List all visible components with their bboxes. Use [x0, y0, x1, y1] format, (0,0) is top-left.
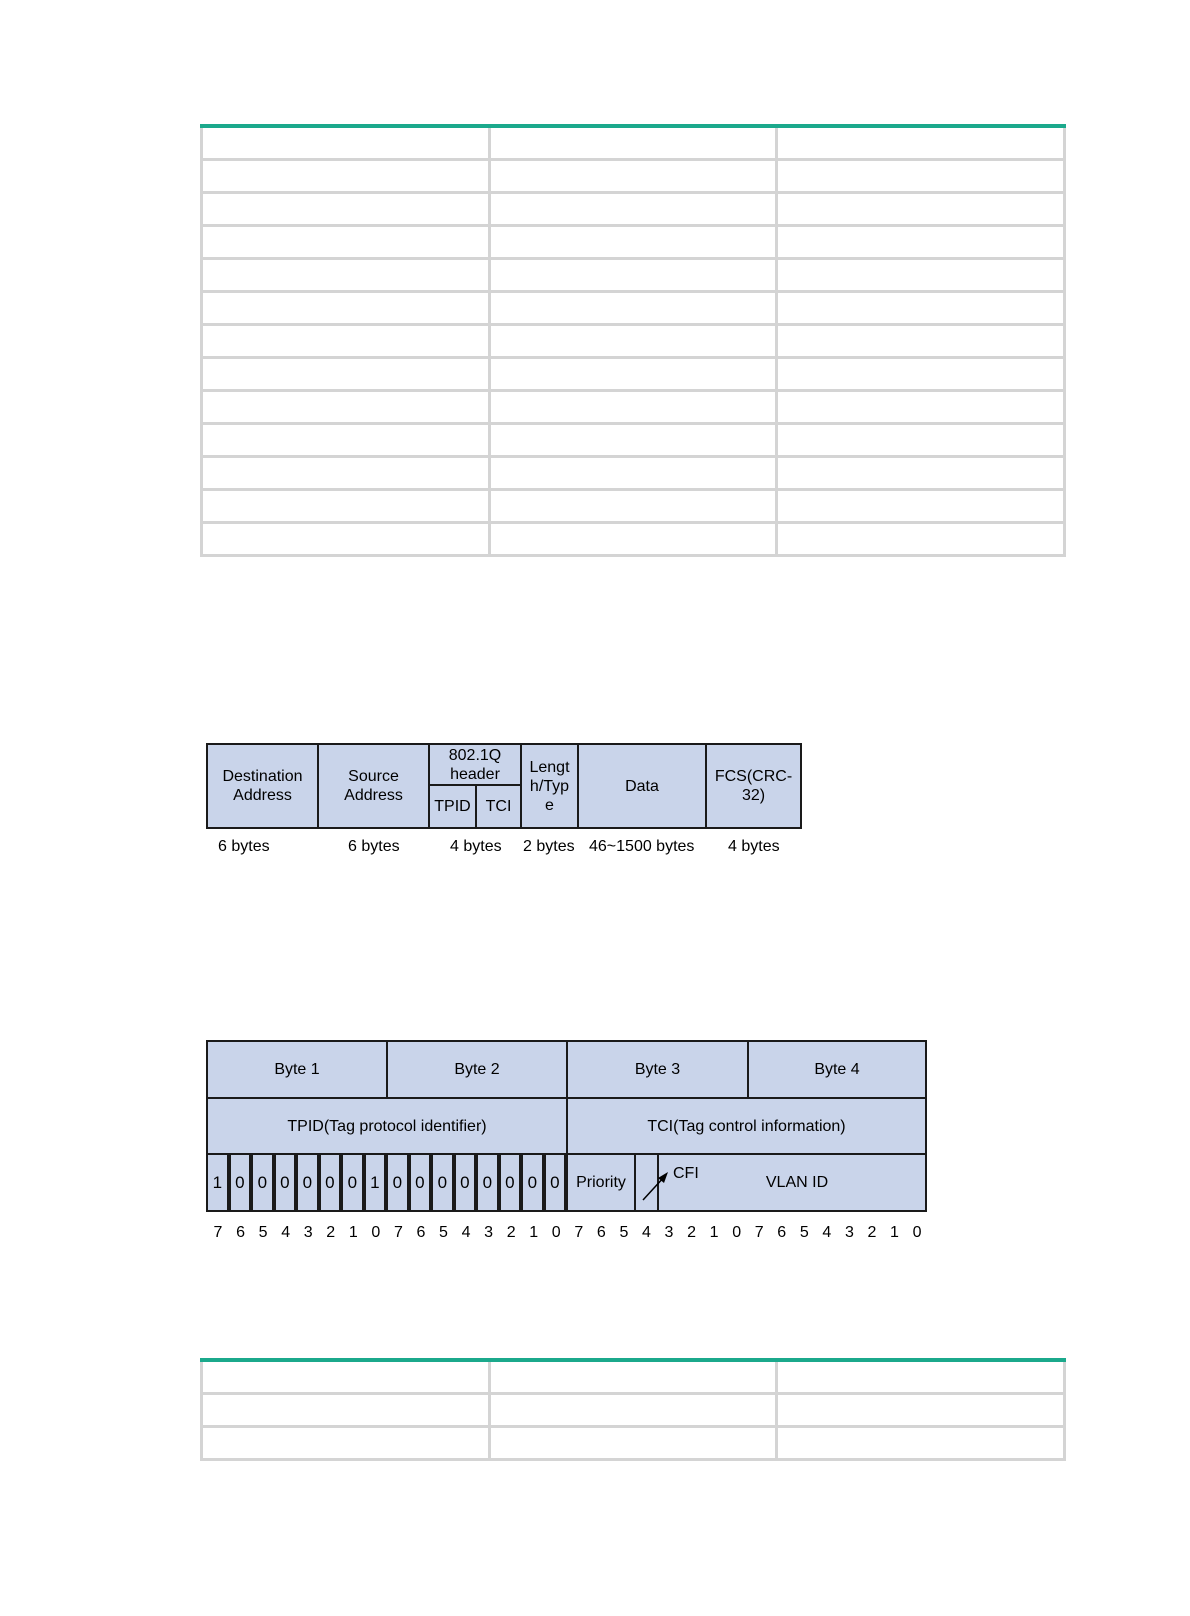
- bit-position-label: 2: [867, 1224, 877, 1241]
- bit-position-label: 3: [303, 1224, 313, 1241]
- table-cell: [777, 1360, 1065, 1394]
- table-cell: [489, 193, 777, 226]
- table-cell: [777, 226, 1065, 259]
- bit-position-label: 5: [619, 1224, 629, 1241]
- table-cell: [202, 160, 490, 193]
- tpid-bit-cell: 0: [341, 1153, 364, 1212]
- field-length-type: Lengt h/Typ e: [520, 743, 579, 829]
- table-cell: [202, 1427, 490, 1460]
- size-label: 6 bytes: [348, 838, 400, 855]
- tpid-bit-cell: 1: [364, 1153, 387, 1212]
- table-row: [202, 523, 1065, 556]
- table-cell: [202, 126, 490, 160]
- table-cell: [489, 391, 777, 424]
- table-cell: [777, 1394, 1065, 1427]
- tpid-bit-cell: 0: [409, 1153, 432, 1212]
- tpid-bit-cell: 0: [386, 1153, 409, 1212]
- tpid-bit-cell: 0: [296, 1153, 319, 1212]
- table-cell: [489, 424, 777, 457]
- table-cell: [489, 1360, 777, 1394]
- bit-position-label: 3: [844, 1224, 854, 1241]
- bit-position-label: 2: [506, 1224, 516, 1241]
- table-cell: [777, 1427, 1065, 1460]
- byte-2-cell: Byte 2: [386, 1040, 568, 1099]
- table-cell: [777, 160, 1065, 193]
- table-cell: [777, 325, 1065, 358]
- table-row: [202, 193, 1065, 226]
- table-cell: [489, 126, 777, 160]
- size-label: 4 bytes: [728, 838, 780, 855]
- bit-position-label: 0: [371, 1224, 381, 1241]
- table-cell: [202, 457, 490, 490]
- table-cell: [777, 259, 1065, 292]
- bit-position-label: 2: [687, 1224, 696, 1241]
- tpid-bit-cell: 0: [454, 1153, 477, 1212]
- table-cell: [489, 1394, 777, 1427]
- table-bottom: [200, 1358, 1066, 1461]
- field-destination-address: Destination Address: [206, 743, 319, 829]
- tpid-bit-cell: 0: [521, 1153, 544, 1212]
- table-row: [202, 160, 1065, 193]
- byte-4-cell: Byte 4: [747, 1040, 927, 1099]
- cfi-label: CFI: [673, 1165, 699, 1182]
- table-cell: [777, 292, 1065, 325]
- field-fcs: FCS(CRC- 32): [705, 743, 802, 829]
- size-label: 46~1500 bytes: [589, 838, 695, 855]
- bit-position-label: 6: [596, 1224, 606, 1241]
- tpid-bit-cell: 0: [251, 1153, 274, 1212]
- bit-position-label: 1: [709, 1224, 719, 1241]
- size-label: 6 bytes: [218, 838, 270, 855]
- bit-position-label: 3: [484, 1224, 494, 1241]
- tpid-bit-cell: 0: [544, 1153, 567, 1212]
- bit-position-label: 4: [822, 1224, 832, 1241]
- table-row: [202, 1360, 1065, 1394]
- field-source-address: Source Address: [317, 743, 430, 829]
- bit-position-label: 7: [393, 1224, 403, 1241]
- table-cell: [202, 325, 490, 358]
- bit-position-label: 6: [777, 1224, 787, 1241]
- table-row: [202, 457, 1065, 490]
- table-row: [202, 490, 1065, 523]
- tpid-bit-cell: 1: [206, 1153, 229, 1212]
- table-row: [202, 358, 1065, 391]
- table-cell: [202, 1394, 490, 1427]
- table-cell: [489, 523, 777, 556]
- bit-position-label: 0: [912, 1224, 922, 1241]
- bit-position-label: 1: [348, 1224, 358, 1241]
- table-top: [200, 124, 1066, 557]
- table-cell: [202, 1360, 490, 1394]
- bit-position-label: 6: [416, 1224, 426, 1241]
- table-cell: [489, 226, 777, 259]
- bit-position-label: 5: [258, 1224, 268, 1241]
- bit-position-label: 5: [799, 1224, 809, 1241]
- field-data: Data: [577, 743, 707, 829]
- tpid-bit-cell: 0: [319, 1153, 342, 1212]
- table-cell: [489, 292, 777, 325]
- bit-position-label: 4: [641, 1224, 651, 1241]
- tpid-bit-cell: 0: [499, 1153, 522, 1212]
- bit-position-label: 3: [664, 1224, 674, 1241]
- subfield-tci: TCI: [475, 784, 522, 829]
- bit-position-label: 4: [281, 1224, 291, 1241]
- byte-1-cell: Byte 1: [206, 1040, 388, 1099]
- table-row: [202, 259, 1065, 292]
- table-cell: [489, 490, 777, 523]
- bit-position-label: 2: [326, 1224, 336, 1241]
- size-label: 4 bytes: [450, 838, 502, 855]
- table-cell: [777, 523, 1065, 556]
- table-row: [202, 391, 1065, 424]
- table-cell: [202, 358, 490, 391]
- table-cell: [777, 193, 1065, 226]
- table-row: [202, 226, 1065, 259]
- vlan-id-cell: VLAN ID: [657, 1153, 927, 1212]
- table-cell: [202, 193, 490, 226]
- size-label: 2 bytes: [523, 838, 575, 855]
- bit-position-label: 0: [551, 1224, 561, 1241]
- table-cell: [202, 424, 490, 457]
- table-cell: [777, 126, 1065, 160]
- table-row: [202, 126, 1065, 160]
- table-cell: [489, 1427, 777, 1460]
- subfield-tpid: TPID: [428, 784, 477, 829]
- tci-cell: TCI(Tag control information): [566, 1097, 927, 1155]
- table-cell: [202, 292, 490, 325]
- table-row: [202, 1394, 1065, 1427]
- tpid-bit-cell: 0: [274, 1153, 297, 1212]
- table-row: [202, 1427, 1065, 1460]
- bit-position-label: 0: [732, 1224, 742, 1241]
- priority-cell: Priority: [566, 1153, 636, 1212]
- table-row: [202, 424, 1065, 457]
- byte-3-cell: Byte 3: [566, 1040, 749, 1099]
- table-row: [202, 325, 1065, 358]
- table-cell: [777, 424, 1065, 457]
- bit-position-label: 1: [890, 1224, 899, 1241]
- bit-position-label: 5: [439, 1224, 448, 1241]
- table-cell: [777, 391, 1065, 424]
- cfi-arrow-icon: [640, 1170, 672, 1204]
- table-cell: [202, 523, 490, 556]
- tpid-bit-cell: 0: [431, 1153, 454, 1212]
- table-cell: [489, 358, 777, 391]
- tpid-bit-cell: 0: [229, 1153, 252, 1212]
- tpid-bit-cell: 0: [476, 1153, 499, 1212]
- table-cell: [489, 160, 777, 193]
- table-cell: [777, 358, 1065, 391]
- table-cell: [777, 490, 1065, 523]
- bit-position-label: 7: [574, 1224, 584, 1241]
- table-cell: [489, 457, 777, 490]
- field-8021q-header: 802.1Q header: [428, 743, 522, 786]
- table-row: [202, 292, 1065, 325]
- bit-position-label: 6: [236, 1224, 245, 1241]
- tpid-cell: TPID(Tag protocol identifier): [206, 1097, 568, 1155]
- bit-position-label: 4: [461, 1224, 471, 1241]
- table-cell: [202, 490, 490, 523]
- bit-position-label: 7: [754, 1224, 764, 1241]
- table-cell: [777, 457, 1065, 490]
- table-cell: [489, 259, 777, 292]
- bit-position-label: 1: [529, 1224, 539, 1241]
- table-cell: [202, 259, 490, 292]
- bit-position-label: 7: [213, 1224, 223, 1241]
- table-cell: [489, 325, 777, 358]
- table-cell: [202, 226, 490, 259]
- table-cell: [202, 391, 490, 424]
